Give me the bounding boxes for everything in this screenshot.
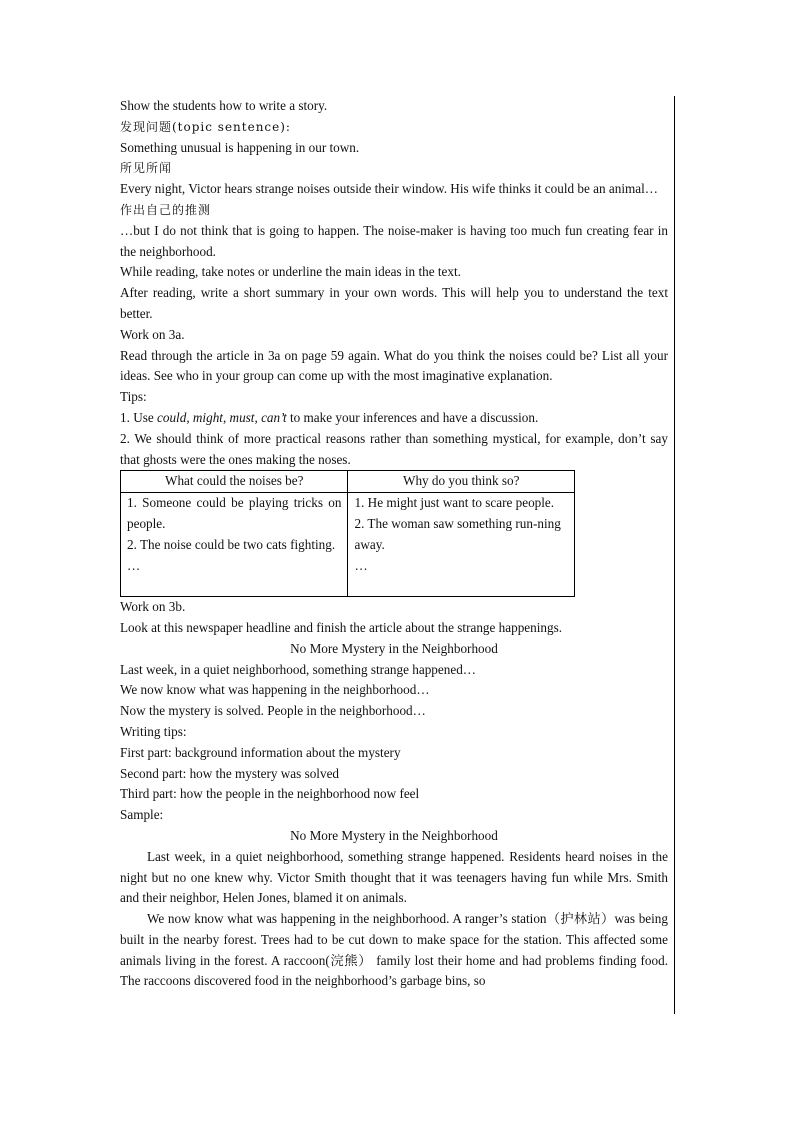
newspaper-headline: No More Mystery in the Neighborhood (290, 640, 498, 656)
step2-text: Every night, Victor hears strange noises outside their window. His wife thinks it could be an animal… (120, 181, 658, 197)
starter-sentence-2: We now know what was happening in the neighborhood… (120, 682, 430, 698)
table-reason-item: 1. He might just want to scare people. (354, 495, 555, 511)
table-header-row (121, 471, 575, 493)
noises-table (120, 470, 575, 597)
writing-tip-2: Second part: how the mystery was solved (120, 765, 340, 781)
table-noise-item: 2. The noise could be two cats fighting. (127, 536, 336, 552)
table-cell-reasons (348, 493, 575, 597)
table-header-noises: What could the noises be? (121, 471, 348, 493)
tips-label: Tips: (120, 389, 147, 405)
writing-tip-3: Third part: how the people in the neighborhood now feel (120, 786, 420, 802)
table-noise-item: … (127, 557, 141, 573)
tip-2: 2. We should think of more practical reasons rather than something mystical, for example, don’t say that ghosts were the ones making the noses. (120, 430, 668, 467)
writing-tips-label: Writing tips: (120, 723, 187, 739)
after-reading-note: After reading, write a short summary in your own words. This will help you to understand the text better. (120, 285, 668, 321)
sample-paragraph-1: Last week, in a quiet neighborhood, something strange happened. Residents heard noises in the night but no one knew why. Victor Smith thought that it was teenagers having fun while Mrs. Smith and their neighbor, Helen Jones, blamed it on animals. (120, 848, 668, 906)
sample-headline: No More Mystery in the Neighborhood (290, 827, 498, 843)
work-3b-heading: Work on 3b. (120, 599, 186, 615)
table-header-reasons: Why do you think so? (348, 471, 575, 493)
step1-label: 发现问题(topic sentence): (120, 119, 291, 134)
task-3b-instructions: Look at this newspaper headline and finish the article about the strange happenings. (120, 619, 563, 635)
lesson-document (120, 96, 668, 992)
task-3a-instructions: Read through the article in 3a on page 59 again. What do you think the noises could be? List all your ideas. See who in your group can come up with the most imaginative explanation. (120, 347, 668, 384)
work-3a-heading: Work on 3a. (120, 326, 185, 342)
step3-label: 作出自己的推测 (120, 202, 212, 217)
step2-label: 所见所闻 (120, 161, 173, 176)
table-reason-item: 2. The woman saw something run-ning away. (354, 515, 561, 552)
table-body-row (121, 493, 575, 597)
table-cell-noises (121, 493, 348, 597)
starter-sentence-1: Last week, in a quiet neighborhood, something strange happened… (120, 661, 476, 677)
page-margin-rule (674, 96, 675, 1014)
intro-line: Show the students how to write a story. (120, 98, 328, 113)
tip-1: 1. Use could, might, must, can’t to make your inferences and have a discussion. (120, 409, 539, 425)
while-reading-note: While reading, take notes or underline the main ideas in the text. (120, 264, 461, 280)
table-reason-item: … (354, 557, 368, 573)
table-noise-item: 1. Someone could be playing tricks on people. (127, 495, 342, 531)
sample-paragraph-2: We now know what was happening in the neighborhood. A ranger’s station（护林站）was being built in the nearby forest. Trees had to be cut down to make space for the station. This affected some animals living in the forest. A raccoon(浣熊） family lost their home and had problems finding food. The raccoons discovered food in the neighborhood’s garbage bins, so (120, 911, 668, 989)
sample-label: Sample: (120, 807, 164, 823)
writing-tip-1: First part: background information about the mystery (120, 744, 401, 760)
step1-text: Something unusual is happening in our town. (120, 139, 360, 155)
step3-text: …but I do not think that is going to happen. The noise-maker is having too much fun creating fear in the neighborhood. (120, 222, 668, 259)
starter-sentence-3: Now the mystery is solved. People in the neighborhood… (120, 703, 426, 719)
